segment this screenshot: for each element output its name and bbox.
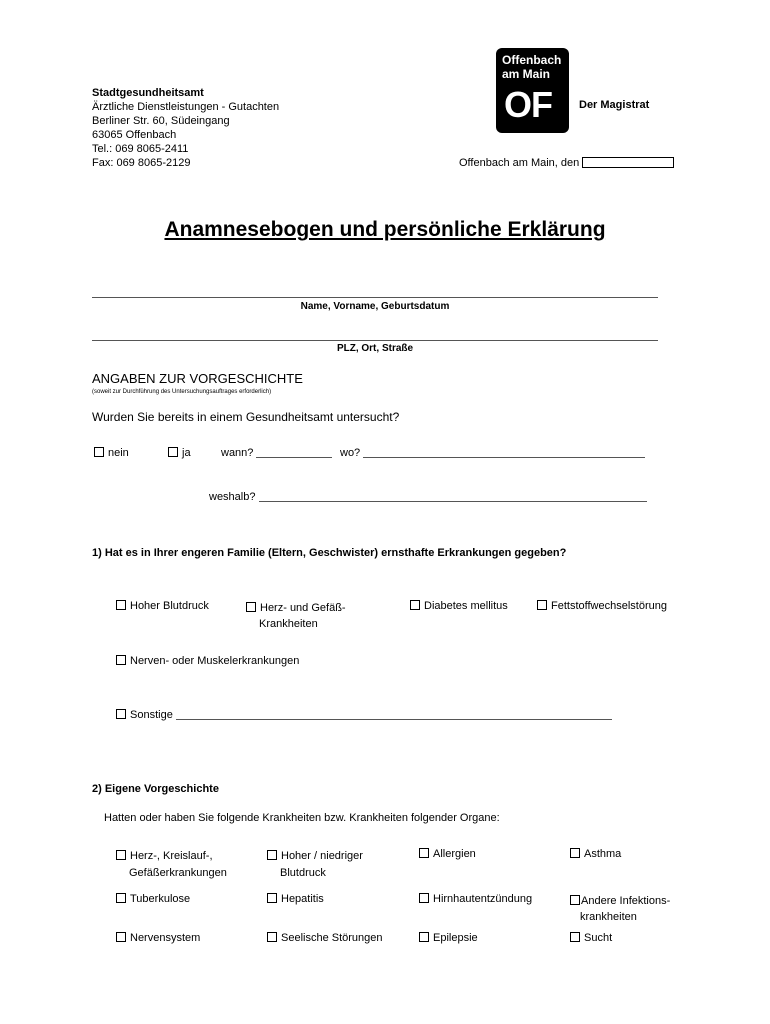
- why-field[interactable]: [209, 491, 647, 503]
- checkbox[interactable]: [419, 848, 429, 858]
- option-label: Hoher / niedriger: [281, 850, 363, 862]
- address-line: Berliner Str. 60, Südeingang: [92, 115, 230, 127]
- address-field[interactable]: [92, 340, 658, 341]
- office-name: Stadtgesundheitsamt: [92, 87, 204, 99]
- own-option[interactable]: [267, 848, 363, 882]
- checkbox[interactable]: [570, 848, 580, 858]
- where-input[interactable]: [363, 457, 645, 458]
- own-option[interactable]: [570, 932, 612, 944]
- checkbox[interactable]: [116, 709, 126, 719]
- own-option[interactable]: [116, 848, 227, 882]
- other-input[interactable]: [176, 719, 612, 720]
- own-heading: 2) Eigene Vorgeschichte: [92, 783, 219, 795]
- checkbox[interactable]: [116, 850, 126, 860]
- option-label: Sucht: [584, 932, 613, 944]
- when-input[interactable]: [256, 457, 332, 458]
- date-label: Offenbach am Main, den: [459, 157, 580, 169]
- date-field[interactable]: [582, 157, 674, 168]
- option-label: Hirnhautentzündung: [433, 893, 533, 905]
- checkbox[interactable]: [116, 600, 126, 610]
- field-label: wann?: [221, 447, 254, 459]
- option-label: Krankheiten: [259, 618, 318, 630]
- option-yes[interactable]: [168, 447, 191, 459]
- name-caption: Name, Vorname, Geburtsdatum: [300, 301, 450, 312]
- fax-line: Fax: 069 8065-2129: [92, 157, 191, 169]
- own-option[interactable]: [419, 893, 532, 905]
- option-label: ja: [182, 447, 191, 459]
- option-label: Nerven- oder Muskelerkrankungen: [130, 655, 300, 667]
- field-label: weshalb?: [209, 491, 256, 503]
- own-option[interactable]: [267, 893, 324, 905]
- family-option-nerve[interactable]: [116, 655, 299, 667]
- checkbox[interactable]: [537, 600, 547, 610]
- own-option[interactable]: [570, 893, 670, 925]
- option-label: Seelische Störungen: [281, 932, 383, 944]
- name-field[interactable]: [92, 297, 658, 298]
- city-logo: [496, 48, 569, 133]
- option-label: Nervensystem: [130, 932, 201, 944]
- history-heading: ANGABEN ZUR VORGESCHICHTE: [92, 371, 303, 386]
- option-label: Hepatitis: [281, 893, 324, 905]
- own-option[interactable]: [267, 932, 383, 944]
- logo-text: Offenbach: [502, 53, 562, 67]
- logo-text: am Main: [502, 67, 551, 81]
- own-option[interactable]: [419, 848, 476, 860]
- checkbox[interactable]: [267, 932, 277, 942]
- own-option[interactable]: [116, 893, 190, 905]
- checkbox[interactable]: [116, 893, 126, 903]
- option-no[interactable]: [94, 447, 129, 459]
- option-label: Epilepsie: [433, 932, 478, 944]
- option-label: nein: [108, 447, 129, 459]
- checkbox[interactable]: [168, 447, 178, 457]
- field-label: wo?: [340, 447, 361, 459]
- option-label: Sonstige: [130, 709, 173, 721]
- checkbox[interactable]: [116, 932, 126, 942]
- option-label: Andere Infektions-: [581, 895, 671, 907]
- family-option-heart[interactable]: [246, 600, 346, 632]
- checkbox[interactable]: [419, 932, 429, 942]
- address-caption: PLZ, Ort, Straße: [336, 343, 414, 354]
- option-label: Herz-, Kreislauf-,: [130, 850, 213, 862]
- checkbox[interactable]: [116, 655, 126, 665]
- family-option-bp[interactable]: [116, 600, 209, 612]
- checkbox[interactable]: [419, 893, 429, 903]
- history-note: (soweit zur Durchführung des Untersuchungsauftrages erforderlich): [92, 389, 272, 395]
- own-subheading: Hatten oder haben Sie folgende Krankheiten bzw. Krankheiten folgender Organe:: [104, 812, 500, 824]
- option-label: Fettstoffwechselstörung: [551, 600, 667, 612]
- option-label: krankheiten: [580, 911, 637, 923]
- checkbox[interactable]: [267, 893, 277, 903]
- checkbox[interactable]: [410, 600, 420, 610]
- checkbox[interactable]: [246, 602, 256, 612]
- option-label: Blutdruck: [280, 867, 326, 879]
- family-option-diabetes[interactable]: [410, 600, 508, 612]
- own-option[interactable]: [419, 932, 478, 944]
- logo-mark: OF: [504, 84, 552, 125]
- own-option[interactable]: [116, 932, 200, 944]
- option-label: Diabetes mellitus: [424, 600, 508, 612]
- history-question: Wurden Sie bereits in einem Gesundheitsamt untersucht?: [92, 410, 400, 424]
- checkbox[interactable]: [570, 895, 580, 905]
- option-label: Tuberkulose: [130, 893, 191, 905]
- family-option-lipid[interactable]: [537, 600, 667, 612]
- option-label: Hoher Blutdruck: [130, 600, 209, 612]
- magistrat-label: Der Magistrat: [579, 99, 650, 111]
- option-label: Allergien: [433, 848, 476, 860]
- option-label: Gefäßerkrankungen: [129, 867, 227, 879]
- where-field[interactable]: [340, 447, 645, 459]
- when-field[interactable]: [221, 447, 332, 459]
- checkbox[interactable]: [94, 447, 104, 457]
- own-option[interactable]: [570, 848, 621, 860]
- address-line: 63065 Offenbach: [92, 129, 177, 141]
- why-input[interactable]: [259, 501, 647, 502]
- family-option-other[interactable]: [116, 709, 612, 721]
- option-label: Asthma: [584, 848, 622, 860]
- address-line: Ärztliche Dienstleistungen - Gutachten: [92, 101, 280, 113]
- checkbox[interactable]: [267, 850, 277, 860]
- phone-line: Tel.: 069 8065-2411: [92, 143, 189, 155]
- sender-address: [92, 86, 279, 170]
- option-label: Herz- und Gefäß-: [260, 602, 346, 614]
- page-title: Anamnesebogen und persönliche Erklärung: [164, 218, 606, 241]
- family-heading: 1) Hat es in Ihrer engeren Familie (Eltern, Geschwister) ernsthafte Erkrankungen gegeben?: [92, 547, 567, 559]
- checkbox[interactable]: [570, 932, 580, 942]
